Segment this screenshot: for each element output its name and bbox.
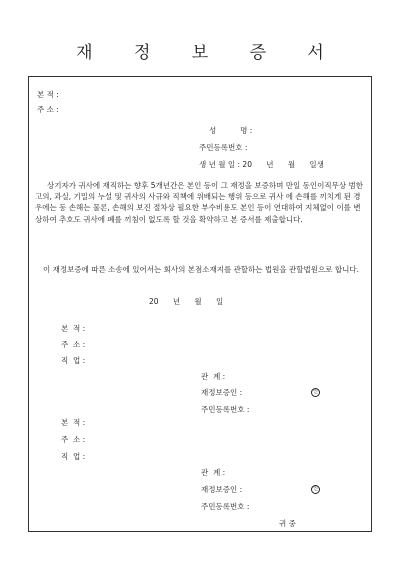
guarantor-1-address-label: 주 소 : (61, 340, 86, 349)
guarantor-1-relation-label: 관 계 : (201, 372, 226, 381)
guarantor-1-seal-icon: 인 (311, 388, 320, 397)
guarantor-1-guarantor-label: 재정보증인 : (201, 388, 243, 397)
guarantor-2-job-label: 직 업 : (61, 452, 86, 461)
guarantor-2-seal-icon: 인 (311, 485, 320, 494)
guarantor-2-address-label: 주 소 : (61, 435, 86, 444)
name-label: 성 명 : (209, 126, 253, 135)
page-title: 재 정 보 증 서 (76, 43, 342, 63)
guarantor-2-domicile-label: 본 적 : (61, 418, 86, 427)
guarantee-paragraph: 상기자가 귀사에 재직하는 향후 5개년간은 본인 등이 그 재정을 보증하며 만일 동인이직무상 범한 고의, 과실, 기밀의 누설 및 귀사의 사규와 직책에 위배되는 행위 등으로 귀사 에 손해를 끼치게 된 경우에는 동 손해는 물론, 손해의 보진 절차상 필요한 부수비용도 본인 등이 연대하여 지체없이 이를 변상하여 추호도 귀사에 폐를 끼침이 없도록 할 것을 확약하고 본 증서를 제출합니다. (35, 181, 363, 224)
address-label: 주 소 : (37, 105, 59, 114)
domicile-label: 본 적 : (37, 90, 59, 99)
guarantor-2-rrn-label: 주민등록번호 : (201, 502, 250, 511)
document-frame (28, 76, 372, 532)
jurisdiction-paragraph: 이 재정보증에 따른 소송에 있어서는 회사의 본점소재지를 관할하는 법원을 관할법원으로 합니다. (43, 265, 360, 274)
addressee-label: 귀 중 (279, 519, 296, 528)
guarantor-1-job-label: 직 업 : (61, 356, 86, 365)
date-line: 20 년 월 일 (149, 297, 224, 306)
guarantor-1-domicile-label: 본 적 : (61, 324, 86, 333)
guarantor-2-relation-label: 관 계 : (201, 468, 226, 477)
guarantor-1-rrn-label: 주민등록번호 : (201, 405, 250, 414)
rrn-label: 주민등록번호 : (199, 143, 248, 152)
guarantor-2-guarantor-label: 재정보증인 : (201, 485, 243, 494)
birth-date-line: 생 년 월 일 : 20 년 월 일생 (199, 160, 324, 169)
